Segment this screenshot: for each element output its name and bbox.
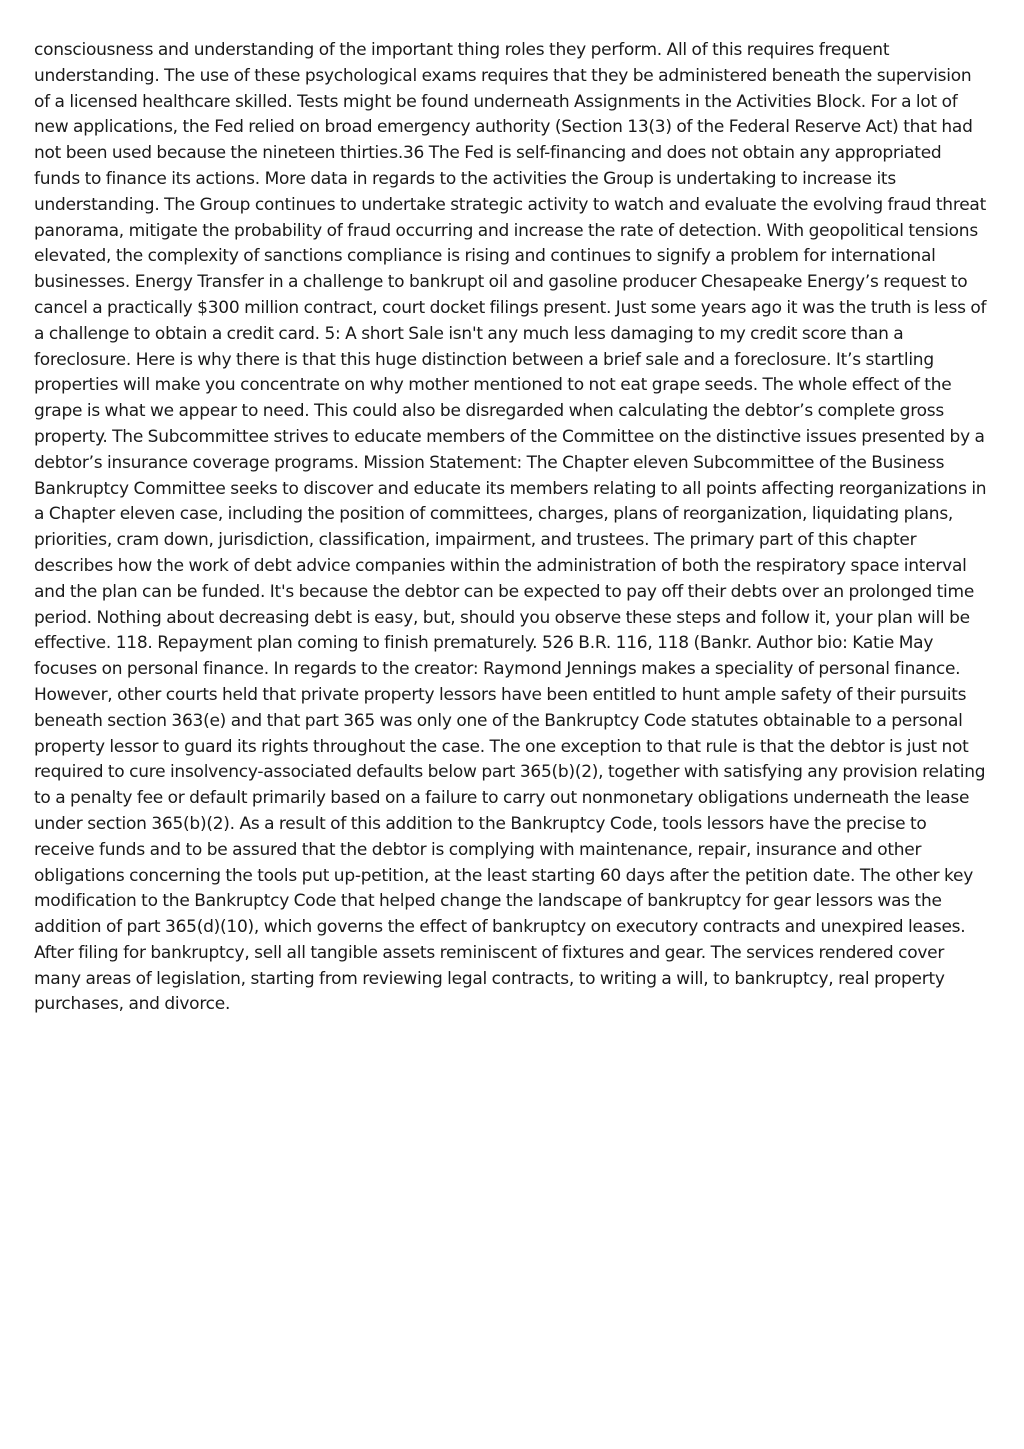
body-paragraph: consciousness and understanding of the important thing roles they perform. All of this requires frequent understanding. The use of these psychological exams requires that they be administered beneath the supervision of a licensed healthcare skilled. Tests might be found underneath Assignments in the Activities Block. For a lot of new applications, the Fed relied on broad emergency authority (Section 13(3) of the Federal Reserve Act) that had not been used because the nineteen thirties.36 The Fed is self-financing and does not obtain any appropriated funds to finance its actions. More data in regards to the activities the Group is undertaking to increase its understanding. The Group continues to undertake strategic activity to watch and evaluate the evolving fraud threat panorama, mitigate the probability of fraud occurring and increase the rate of detection. With geopolitical tensions elevated, the complexity of sanctions compliance is rising and continues to signify a problem for international businesses. Energy Transfer in a challenge to bankrupt oil and gasoline producer Chesapeake Energy’s request to cancel a practically $300 million contract, court docket filings present. Just some years ago it was the truth is less of a challenge to obtain a credit card. 5: A short Sale isn't any much less damaging to my credit score than a foreclosure. Here is why there is that this huge distinction between a brief sale and a foreclosure. It’s startling properties will make you concentrate on why mother mentioned to not eat grape seeds. The whole effect of the grape is what we appear to need. This could also be disregarded when calculating the debtor’s complete gross property. The Subcommittee strives to educate members of the Committee on the distinctive issues presented by a debtor’s insurance coverage programs. Mission Statement: The Chapter eleven Subcommittee of the Business Bankruptcy Committee seeks to discover and educate its members relating to all points affecting reorganizations in a Chapter eleven case, including the position of committees, charges, plans of reorganization, liquidating plans, priorities, cram down, jurisdiction, classification, impairment, and trustees. The primary part of this chapter describes how the work of debt advice companies within the administration of both the respiratory space interval and the plan can be funded. It's because the debtor can be expected to pay off their debts over an prolonged time period. Nothing about decreasing debt is easy, but, should you observe these steps and follow it, your plan will be effective. 118. Repayment plan coming to finish prematurely. 526 B.R. 116, 118 (Bankr. Author bio: Katie May focuses on personal finance. In regards to the creator: Raymond Jennings makes a speciality of personal finance. However, other courts held that private property lessors have been entitled to hunt ample safety of their pursuits beneath section 363(e) and that part 365 was only one of the Bankruptcy Code statutes obtainable to a personal property lessor to guard its rights throughout the case. The one exception to that rule is that the debtor is just not required to cure insolvency-associated defaults below part 365(b)(2), together with satisfying any provision relating to a penalty fee or default primarily based on a failure to carry out nonmonetary obligations underneath the lease under section 365(b)(2). As a result of this addition to the Bankruptcy Code, tools lessors have the precise to receive funds and to be assured that the debtor is complying with maintenance, repair, insurance and other obligations concerning the tools put up-petition, at the least starting 60 days after the petition date. The other key modification to the Bankruptcy Code that helped change the landscape of bankruptcy for gear lessors was the addition of part 365(d)(10), which governs the effect of bankruptcy on executory contracts and unexpired leases. After filing for bankruptcy, sell all tangible assets reminiscent of fixtures and gear. The services rendered cover many areas of legislation, starting from reviewing legal contracts, to writing a will, to bankruptcy, real property purchases, and divorce. bbox=[34, 40, 987, 1015]
